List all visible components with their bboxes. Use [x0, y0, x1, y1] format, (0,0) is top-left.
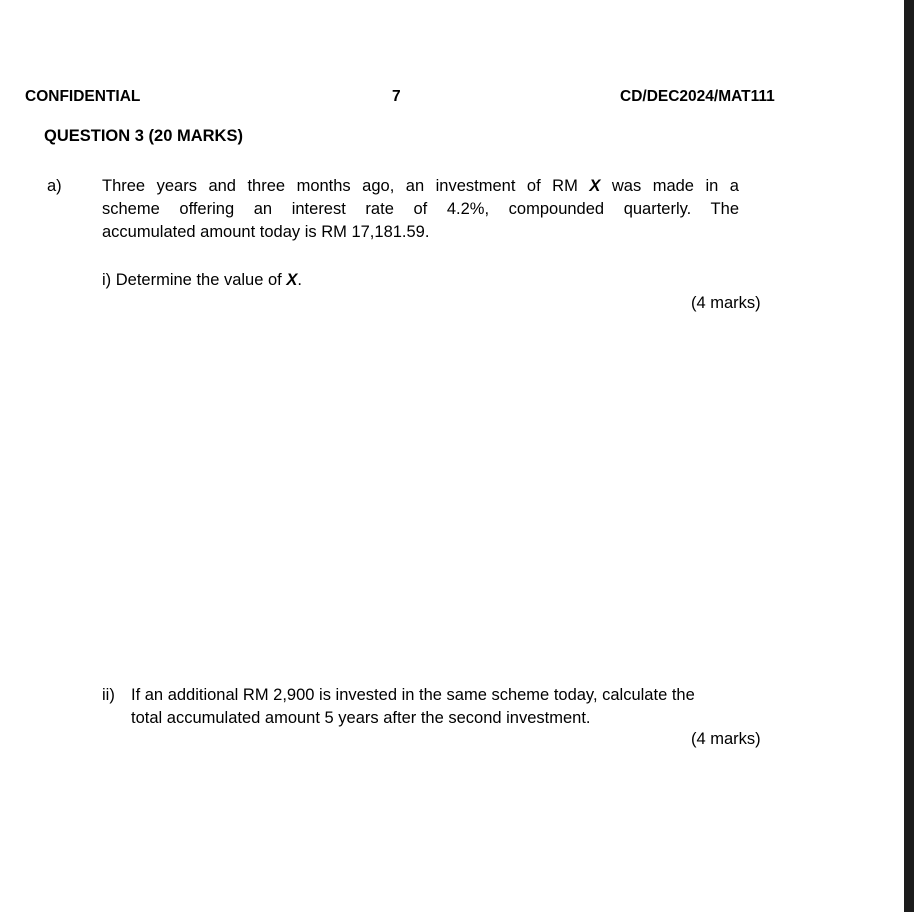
- sub-question-i-text: i) Determine the value of: [102, 271, 282, 289]
- sub-question-i-marks: (4 marks): [691, 294, 761, 312]
- part-a-paragraph: [102, 175, 739, 244]
- part-a-line-1-end: was made in a: [611, 177, 739, 195]
- part-a-line-3: accumulated amount today is RM 17,181.59.: [102, 223, 430, 241]
- header-course-code: CD/DEC2024/MAT111: [620, 88, 775, 105]
- header-confidential: CONFIDENTIAL: [25, 88, 141, 105]
- part-a-line-1: [102, 175, 739, 198]
- sub-question-ii-marks: (4 marks): [691, 730, 761, 748]
- sub-question-i: [102, 271, 302, 290]
- part-a-label: a): [47, 177, 62, 195]
- question-title: QUESTION 3 (20 MARKS): [44, 127, 243, 145]
- sub-question-ii-line-1: If an additional RM 2,900 is invested in the same scheme today, calculate the: [131, 686, 695, 704]
- variable-x: X: [286, 271, 298, 289]
- sub-question-ii-number: ii): [102, 686, 115, 704]
- header-page-number: 7: [392, 88, 401, 105]
- page-edge-border: [904, 0, 914, 912]
- part-a-line-1-start: Three years and three months ago, an investment of RM: [102, 177, 578, 195]
- variable-x: X: [589, 177, 601, 195]
- part-a-line-2: scheme offering an interest rate of 4.2%, compounded quarterly. The: [102, 200, 739, 218]
- sub-question-ii-line-2: total accumulated amount 5 years after the second investment.: [131, 709, 591, 727]
- sub-question-i-period: .: [297, 271, 302, 289]
